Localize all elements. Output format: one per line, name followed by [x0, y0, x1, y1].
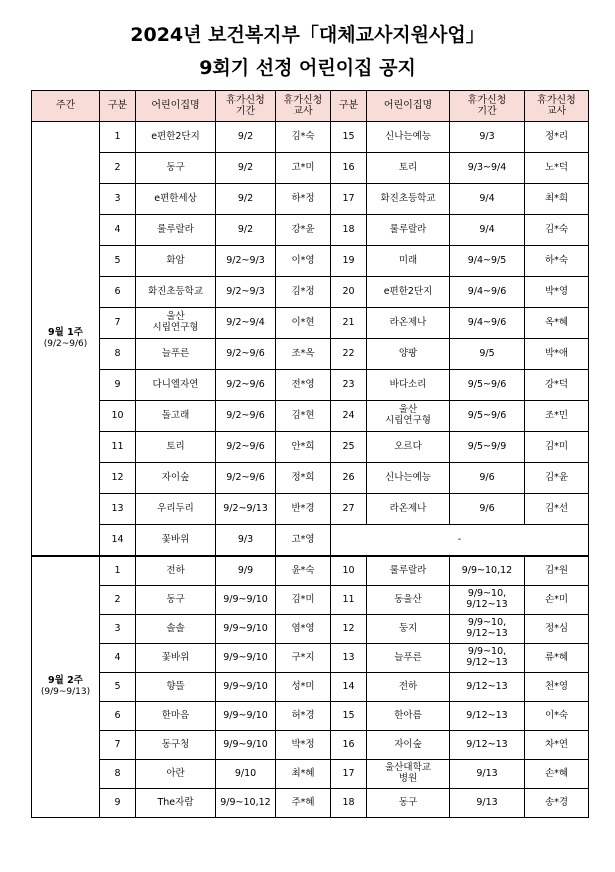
leave-period-cell: 9/5 — [450, 339, 525, 370]
header-week: 주간 — [32, 91, 100, 122]
leave-period-cell: 9/9~10,12 — [216, 789, 276, 818]
table-header-row — [32, 91, 589, 122]
table-row — [32, 702, 589, 731]
row-number-cell: 15 — [331, 122, 367, 153]
leave-period-cell: 9/10 — [216, 760, 276, 789]
leave-period-cell: 9/12~13 — [450, 702, 525, 731]
leave-teacher-cell: 정*희 — [276, 463, 331, 494]
leave-period-cell: 9/13 — [450, 760, 525, 789]
table-row — [32, 215, 589, 246]
leave-teacher-cell: 박*애 — [525, 339, 589, 370]
table-row — [32, 615, 589, 644]
row-number-cell: 9 — [100, 789, 136, 818]
leave-period-cell: 9/9 — [216, 556, 276, 586]
row-number-cell: 8 — [100, 760, 136, 789]
header-period-right: 휴가신청 기간 — [450, 91, 525, 122]
leave-teacher-cell: 하*정 — [276, 184, 331, 215]
leave-period-cell: 9/9~9/10 — [216, 586, 276, 615]
week-date-range: (9/2~9/6) — [43, 338, 88, 349]
row-number-cell: 7 — [100, 731, 136, 760]
leave-teacher-cell: 성*미 — [276, 673, 331, 702]
row-number-cell: 1 — [100, 122, 136, 153]
row-number-cell: 27 — [331, 494, 367, 525]
leave-teacher-cell: 류*혜 — [525, 644, 589, 673]
daycare-name-cell: 양팡 — [367, 339, 450, 370]
leave-teacher-cell: 차*연 — [525, 731, 589, 760]
leave-teacher-cell: 강*윤 — [276, 215, 331, 246]
leave-period-cell: 9/4~9/6 — [450, 308, 525, 339]
leave-teacher-cell: 조*민 — [525, 401, 589, 432]
empty-placeholder-cell: - — [331, 525, 589, 557]
daycare-name-cell: 둥지 — [367, 615, 450, 644]
daycare-name-cell: 울산 시립연구형 — [367, 401, 450, 432]
leave-teacher-cell: 이*현 — [276, 308, 331, 339]
row-number-cell: 12 — [331, 615, 367, 644]
leave-period-cell: 9/2~9/4 — [216, 308, 276, 339]
leave-period-cell: 9/13 — [450, 789, 525, 818]
row-number-cell: 17 — [331, 184, 367, 215]
leave-teacher-cell: 이*숙 — [525, 702, 589, 731]
daycare-name-cell: 미래 — [367, 246, 450, 277]
leave-period-cell: 9/3~9/4 — [450, 153, 525, 184]
leave-period-cell: 9/2~9/13 — [216, 494, 276, 525]
leave-teacher-cell: 손*혜 — [525, 760, 589, 789]
row-number-cell: 2 — [100, 153, 136, 184]
header-no-left: 구분 — [100, 91, 136, 122]
week-2-section — [32, 556, 589, 818]
selected-daycare-table — [31, 90, 589, 818]
leave-teacher-cell: 김*원 — [525, 556, 589, 586]
daycare-name-cell: 토리 — [136, 432, 216, 463]
table-row — [32, 760, 589, 789]
daycare-name-cell: 동구 — [367, 789, 450, 818]
row-number-cell: 26 — [331, 463, 367, 494]
table-row — [32, 432, 589, 463]
daycare-name-cell: 솔솔 — [136, 615, 216, 644]
daycare-name-cell: The자람 — [136, 789, 216, 818]
row-number-cell: 21 — [331, 308, 367, 339]
leave-period-cell: 9/12~13 — [450, 673, 525, 702]
leave-teacher-cell: 김*정 — [276, 277, 331, 308]
daycare-name-cell: 동울산 — [367, 586, 450, 615]
daycare-name-cell: 다니엘자연 — [136, 370, 216, 401]
daycare-name-cell: 오르다 — [367, 432, 450, 463]
header-daycare-left: 어린이집명 — [136, 91, 216, 122]
leave-period-cell: 9/12~13 — [450, 731, 525, 760]
table-row — [32, 586, 589, 615]
leave-period-cell: 9/6 — [450, 463, 525, 494]
row-number-cell: 3 — [100, 615, 136, 644]
daycare-name-cell: 전하 — [367, 673, 450, 702]
daycare-name-cell: 자이숲 — [367, 731, 450, 760]
notice-title-line-1: 2024년 보건복지부「대체교사지원사업」 — [130, 24, 485, 46]
leave-teacher-cell: 김*숙 — [525, 215, 589, 246]
leave-teacher-cell: 김*미 — [276, 586, 331, 615]
row-number-cell: 11 — [100, 432, 136, 463]
row-number-cell: 18 — [331, 215, 367, 246]
table-row — [32, 401, 589, 432]
leave-period-cell: 9/2~9/6 — [216, 339, 276, 370]
leave-teacher-cell: 손*미 — [525, 586, 589, 615]
leave-period-cell: 9/9~9/10 — [216, 702, 276, 731]
daycare-name-cell: 화암 — [136, 246, 216, 277]
leave-period-cell: 9/5~9/6 — [450, 370, 525, 401]
leave-teacher-cell: 옥*혜 — [525, 308, 589, 339]
row-number-cell: 10 — [331, 556, 367, 586]
row-number-cell: 14 — [331, 673, 367, 702]
leave-teacher-cell: 고*미 — [276, 153, 331, 184]
leave-teacher-cell: 송*경 — [525, 789, 589, 818]
leave-teacher-cell: 조*옥 — [276, 339, 331, 370]
leave-teacher-cell: 윤*숙 — [276, 556, 331, 586]
row-number-cell: 15 — [331, 702, 367, 731]
leave-teacher-cell: 염*영 — [276, 615, 331, 644]
leave-period-cell: 9/2~9/6 — [216, 370, 276, 401]
leave-period-cell: 9/5~9/6 — [450, 401, 525, 432]
daycare-name-cell: 한아름 — [367, 702, 450, 731]
row-number-cell: 2 — [100, 586, 136, 615]
daycare-name-cell: 화진초등학교 — [136, 277, 216, 308]
daycare-name-cell: 룰루랄라 — [367, 556, 450, 586]
leave-teacher-cell: 김*선 — [525, 494, 589, 525]
leave-teacher-cell: 이*영 — [276, 246, 331, 277]
leave-period-cell: 9/3 — [450, 122, 525, 153]
row-number-cell: 16 — [331, 153, 367, 184]
leave-teacher-cell: 허*경 — [276, 702, 331, 731]
week-label-cell — [32, 556, 100, 818]
leave-teacher-cell: 전*영 — [276, 370, 331, 401]
table-row — [32, 277, 589, 308]
daycare-name-cell: 늘푸른 — [367, 644, 450, 673]
leave-teacher-cell: 천*영 — [525, 673, 589, 702]
row-number-cell: 4 — [100, 644, 136, 673]
row-number-cell: 14 — [100, 525, 136, 557]
leave-period-cell: 9/2 — [216, 215, 276, 246]
leave-period-cell: 9/2 — [216, 153, 276, 184]
leave-period-cell: 9/9~10, 9/12~13 — [450, 586, 525, 615]
leave-period-cell: 9/2~9/3 — [216, 277, 276, 308]
table-row — [32, 463, 589, 494]
daycare-name-cell: 라온제나 — [367, 308, 450, 339]
row-number-cell: 6 — [100, 277, 136, 308]
header-teacher-left: 휴가신청 교사 — [276, 91, 331, 122]
row-number-cell: 12 — [100, 463, 136, 494]
daycare-name-cell: 토리 — [367, 153, 450, 184]
daycare-name-cell: 향뜰 — [136, 673, 216, 702]
leave-teacher-cell: 김*윤 — [525, 463, 589, 494]
leave-teacher-cell: 최*혜 — [276, 760, 331, 789]
daycare-name-cell: 우리두리 — [136, 494, 216, 525]
leave-period-cell: 9/6 — [450, 494, 525, 525]
daycare-name-cell: 울산대학교 병원 — [367, 760, 450, 789]
leave-period-cell: 9/5~9/9 — [450, 432, 525, 463]
leave-period-cell: 9/4 — [450, 215, 525, 246]
daycare-name-cell: e편한2단지 — [367, 277, 450, 308]
leave-teacher-cell: 김*숙 — [276, 122, 331, 153]
header-daycare-right: 어린이집명 — [367, 91, 450, 122]
table-row — [32, 494, 589, 525]
daycare-name-cell: 룰루랄라 — [136, 215, 216, 246]
leave-period-cell: 9/4~9/6 — [450, 277, 525, 308]
table-row — [32, 556, 589, 586]
row-number-cell: 11 — [331, 586, 367, 615]
daycare-name-cell: 신나는예능 — [367, 463, 450, 494]
leave-teacher-cell: 박*정 — [276, 731, 331, 760]
row-number-cell: 6 — [100, 702, 136, 731]
daycare-name-cell: 화진초등학교 — [367, 184, 450, 215]
leave-teacher-cell: 정*심 — [525, 615, 589, 644]
leave-teacher-cell: 주*혜 — [276, 789, 331, 818]
leave-period-cell: 9/4~9/5 — [450, 246, 525, 277]
row-number-cell: 25 — [331, 432, 367, 463]
leave-teacher-cell: 안*희 — [276, 432, 331, 463]
table-row — [32, 525, 589, 557]
leave-teacher-cell: 노*덕 — [525, 153, 589, 184]
week-label-cell — [32, 122, 100, 557]
row-number-cell: 13 — [100, 494, 136, 525]
leave-teacher-cell: 구*지 — [276, 644, 331, 673]
row-number-cell: 17 — [331, 760, 367, 789]
leave-period-cell: 9/2 — [216, 122, 276, 153]
daycare-name-cell: e편한2단지 — [136, 122, 216, 153]
row-number-cell: 16 — [331, 731, 367, 760]
daycare-name-cell: 전하 — [136, 556, 216, 586]
table-row — [32, 673, 589, 702]
table-row — [32, 308, 589, 339]
table-row — [32, 731, 589, 760]
row-number-cell: 22 — [331, 339, 367, 370]
daycare-name-cell: 자이숲 — [136, 463, 216, 494]
daycare-name-cell: 돌고래 — [136, 401, 216, 432]
row-number-cell: 8 — [100, 339, 136, 370]
row-number-cell: 3 — [100, 184, 136, 215]
daycare-name-cell: 동구 — [136, 586, 216, 615]
leave-period-cell: 9/9~10, 9/12~13 — [450, 615, 525, 644]
daycare-name-cell: 꽃바위 — [136, 644, 216, 673]
row-number-cell: 5 — [100, 673, 136, 702]
table-row — [32, 153, 589, 184]
row-number-cell: 13 — [331, 644, 367, 673]
leave-period-cell: 9/2 — [216, 184, 276, 215]
leave-teacher-cell: 고*영 — [276, 525, 331, 557]
leave-teacher-cell: 박*영 — [525, 277, 589, 308]
leave-teacher-cell: 강*덕 — [525, 370, 589, 401]
row-number-cell: 18 — [331, 789, 367, 818]
daycare-name-cell: 한마음 — [136, 702, 216, 731]
daycare-name-cell: 동구청 — [136, 731, 216, 760]
header-period-left: 휴가신청 기간 — [216, 91, 276, 122]
leave-period-cell: 9/4 — [450, 184, 525, 215]
notice-title-line-2: 9회기 선정 어린이집 공지 — [199, 57, 416, 79]
leave-period-cell: 9/9~9/10 — [216, 615, 276, 644]
week-1-section — [32, 122, 589, 557]
table-row — [32, 184, 589, 215]
leave-teacher-cell: 반*경 — [276, 494, 331, 525]
week-label: 9월 1주 — [48, 326, 83, 338]
daycare-name-cell: 꽃바위 — [136, 525, 216, 557]
table-row — [32, 122, 589, 153]
row-number-cell: 24 — [331, 401, 367, 432]
daycare-name-cell: 아란 — [136, 760, 216, 789]
leave-period-cell: 9/2~9/6 — [216, 401, 276, 432]
leave-period-cell: 9/9~9/10 — [216, 731, 276, 760]
daycare-name-cell: e편한세상 — [136, 184, 216, 215]
table-row — [32, 370, 589, 401]
row-number-cell: 1 — [100, 556, 136, 586]
daycare-name-cell: 신나는예능 — [367, 122, 450, 153]
row-number-cell: 23 — [331, 370, 367, 401]
leave-period-cell: 9/2~9/6 — [216, 432, 276, 463]
table-row — [32, 789, 589, 818]
row-number-cell: 20 — [331, 277, 367, 308]
daycare-name-cell: 늘푸른 — [136, 339, 216, 370]
row-number-cell: 9 — [100, 370, 136, 401]
table-row — [32, 246, 589, 277]
header-teacher-right: 휴가신청 교사 — [525, 91, 589, 122]
row-number-cell: 19 — [331, 246, 367, 277]
leave-teacher-cell: 최*희 — [525, 184, 589, 215]
header-no-right: 구분 — [331, 91, 367, 122]
leave-period-cell: 9/9~10, 9/12~13 — [450, 644, 525, 673]
leave-period-cell: 9/9~9/10 — [216, 673, 276, 702]
row-number-cell: 4 — [100, 215, 136, 246]
week-label: 9월 2주 — [48, 675, 83, 687]
week-date-range: (9/9~9/13) — [40, 687, 91, 698]
leave-teacher-cell: 하*숙 — [525, 246, 589, 277]
row-number-cell: 7 — [100, 308, 136, 339]
daycare-name-cell: 룰루랄라 — [367, 215, 450, 246]
table-row — [32, 339, 589, 370]
leave-teacher-cell: 정*리 — [525, 122, 589, 153]
row-number-cell: 10 — [100, 401, 136, 432]
leave-period-cell: 9/9~9/10 — [216, 644, 276, 673]
leave-teacher-cell: 김*미 — [525, 432, 589, 463]
daycare-name-cell: 라온제나 — [367, 494, 450, 525]
daycare-name-cell: 동구 — [136, 153, 216, 184]
daycare-name-cell: 바다소리 — [367, 370, 450, 401]
row-number-cell: 5 — [100, 246, 136, 277]
table-row — [32, 644, 589, 673]
leave-period-cell: 9/2~9/6 — [216, 463, 276, 494]
daycare-name-cell: 울산 시립연구형 — [136, 308, 216, 339]
leave-period-cell: 9/3 — [216, 525, 276, 557]
leave-teacher-cell: 김*현 — [276, 401, 331, 432]
leave-period-cell: 9/9~10,12 — [450, 556, 525, 586]
leave-period-cell: 9/2~9/3 — [216, 246, 276, 277]
